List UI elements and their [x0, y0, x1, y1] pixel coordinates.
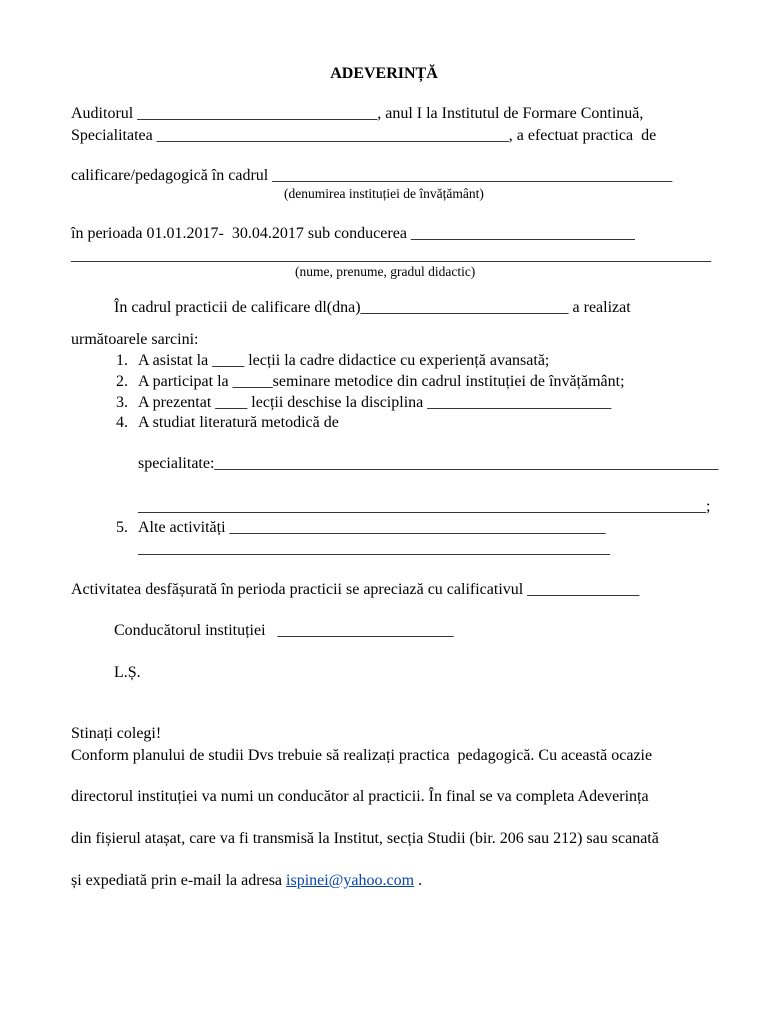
director-signature-line: Conducătorul instituției ______________________	[114, 622, 454, 639]
stamp-label: L.Ș.	[114, 664, 141, 681]
list-number: 1.	[116, 352, 128, 369]
list-text: A participat la _____seminare metodice din cadrul instituției de învățământ;	[138, 373, 625, 390]
note-paragraph-line: Conform planului de studii Dvs trebuie să realizați practica pedagogică. Cu această ocazie	[71, 747, 653, 764]
list-item	[116, 393, 611, 413]
list-number: 4.	[116, 414, 128, 431]
list-text: Alte activități _______________________________________________	[138, 519, 606, 536]
note-paragraph-line	[71, 871, 422, 891]
tasks-intro-line: În cadrul practicii de calificare dl(dna)__________________________ a realizat	[114, 299, 631, 316]
list-item	[116, 351, 549, 371]
note-text: .	[414, 872, 423, 889]
document-title: ADEVERINȚĂ	[330, 65, 438, 82]
institution-note: (denumirea instituției de învățământ)	[284, 186, 484, 201]
period-line: în perioada 01.01.2017- 30.04.2017 sub conducerea ____________________________	[71, 225, 635, 242]
list-text: A studiat literatură metodică de	[138, 414, 339, 431]
list-item	[116, 518, 606, 538]
supervisor-note: (nume, prenume, gradul didactic)	[295, 264, 476, 279]
list-number: 3.	[116, 394, 128, 411]
tasks-intro-continued: următoarele sarcini:	[71, 331, 199, 348]
email-link[interactable]: ispinei@yahoo.com	[286, 872, 415, 889]
list-item	[116, 413, 339, 433]
specialty-line: Specialitatea ____________________________________________, a efectuat practica de	[71, 127, 657, 144]
note-paragraph-line: directorul instituției va numi un conducător al practicii. În final se va completa Adeverința	[71, 788, 649, 805]
supervisor-blank-line: ________________________________________________________________________________	[71, 247, 711, 264]
list-number: 2.	[116, 373, 128, 390]
other-activities-blank-line: ___________________________________________________________	[138, 540, 610, 557]
assessment-line: Activitatea desfășurată în perioda practicii se apreciază cu calificativul ______________	[71, 581, 640, 598]
institution-line: calificare/pedagogică în cadrul __________________________________________________	[71, 167, 673, 184]
literature-blank-line: _______________________________________________________________________;	[138, 498, 711, 515]
note-text: și expediată prin e-mail la adresa	[71, 872, 287, 889]
list-text: A asistat la ____ lecții la cadre didactice cu experiență avansată;	[138, 352, 550, 369]
note-paragraph-line: din fișierul atașat, care va fi transmisă la Institut, secția Studii (bir. 206 sau 212) sau scanată	[71, 830, 659, 847]
list-text: A prezentat ____ lecții deschise la disciplina _______________________	[138, 394, 612, 411]
literature-specialty-line: specialitate:_______________________________________________________________	[138, 455, 719, 472]
list-number: 5.	[116, 519, 128, 536]
note-greeting: Stinați colegi!	[71, 725, 162, 742]
list-item	[116, 372, 625, 392]
auditor-line: Auditorul ______________________________, anul I la Institutul de Formare Continuă,	[71, 105, 644, 122]
